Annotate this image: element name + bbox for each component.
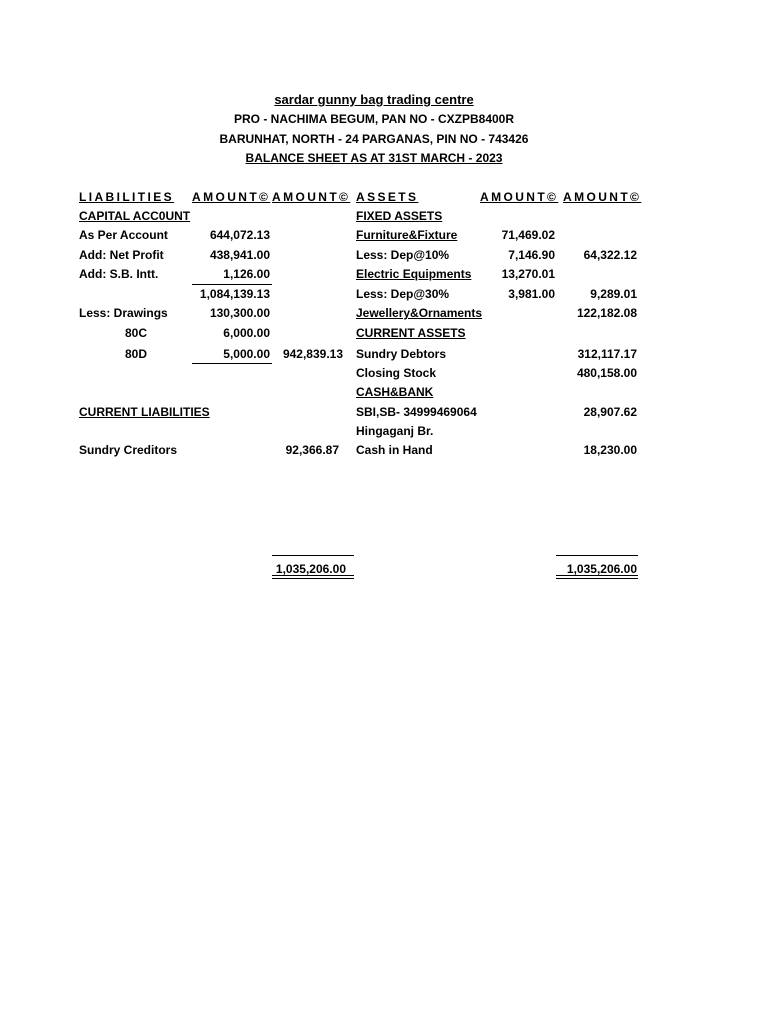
subtotal-rule bbox=[192, 284, 272, 285]
asset-row-label: Jewellery&Ornaments bbox=[356, 306, 483, 320]
liability-row-label: 80D bbox=[125, 347, 148, 361]
liability-row-amount: 644,072.13 bbox=[209, 228, 270, 242]
deduction-rule bbox=[192, 363, 272, 364]
asset-row-net-amount: 64,322.12 bbox=[583, 248, 637, 262]
current-liabilities-heading: CURRENT LIABILITIES bbox=[79, 405, 210, 419]
asset-row-amount: 71,469.02 bbox=[501, 228, 555, 242]
assets-amount1-header: AMOUNT© bbox=[480, 190, 559, 204]
bank-account-label: SBI,SB- 34999469064 bbox=[356, 405, 477, 419]
bank-branch-label: Hingaganj Br. bbox=[356, 424, 434, 438]
liability-row-amount: 1,126.00 bbox=[223, 267, 270, 281]
assets-amount2-header: AMOUNT© bbox=[563, 190, 642, 204]
capital-net-amount: 942,839.13 bbox=[282, 347, 343, 361]
liability-row-label: As Per Account bbox=[79, 228, 168, 242]
asset-row-label: Furniture&Fixture bbox=[356, 228, 458, 242]
liabilities-amount2-header: AMOUNT© bbox=[272, 190, 351, 204]
asset-row-net-amount: 480,158.00 bbox=[576, 366, 637, 380]
capital-account-heading: CAPITAL ACC0UNT bbox=[79, 209, 191, 223]
address-line: BARUNHAT, NORTH - 24 PARGANAS, PIN NO - 743426 bbox=[219, 132, 529, 146]
asset-row-net-amount: 312,117.17 bbox=[577, 347, 637, 361]
liability-row-label: Add: S.B. Intt. bbox=[79, 267, 159, 281]
cash-bank-heading: CASH&BANK bbox=[356, 385, 434, 399]
fixed-assets-heading: FIXED ASSETS bbox=[356, 209, 443, 223]
assets-total: 1,035,206.00 bbox=[566, 562, 637, 576]
asset-row-label: Less: Dep@30% bbox=[356, 287, 450, 301]
liability-row-amount: 1,084,139.13 bbox=[199, 287, 270, 301]
liability-row-amount: 130,300.00 bbox=[209, 306, 270, 320]
liabilities-column-header: LIABILITIES bbox=[79, 190, 175, 204]
asset-row-label: Less: Dep@10% bbox=[356, 248, 450, 262]
firm-name: sardar gunny bag trading centre bbox=[274, 92, 474, 107]
liabilities-total-double-rule bbox=[272, 575, 354, 579]
liabilities-total: 1,035,206.00 bbox=[275, 562, 346, 576]
sundry-creditors-label: Sundry Creditors bbox=[79, 443, 178, 457]
liability-row-amount: 5,000.00 bbox=[223, 347, 270, 361]
asset-row-amount: 7,146.90 bbox=[508, 248, 555, 262]
sundry-creditors-amount: 92,366.87 bbox=[285, 443, 339, 457]
liability-row-label: Add: Net Profit bbox=[79, 248, 164, 262]
assets-total-double-rule bbox=[556, 575, 638, 579]
cash-in-hand-amount: 18,230.00 bbox=[583, 443, 637, 457]
asset-row-amount: 3,981.00 bbox=[508, 287, 555, 301]
asset-row-label: Closing Stock bbox=[356, 366, 437, 380]
sheet-title: BALANCE SHEET AS AT 31ST MARCH - 2023 bbox=[245, 151, 503, 165]
assets-column-header: ASSETS bbox=[356, 190, 419, 204]
liabilities-amount1-header: AMOUNT© bbox=[192, 190, 271, 204]
liability-row-amount: 6,000.00 bbox=[223, 326, 270, 340]
asset-row-net-amount: 122,182.08 bbox=[576, 306, 637, 320]
cash-in-hand-label: Cash in Hand bbox=[356, 443, 433, 457]
current-assets-heading: CURRENT ASSETS bbox=[356, 326, 466, 340]
asset-row-label: Electric Equipments bbox=[356, 267, 472, 281]
asset-row-label: Sundry Debtors bbox=[356, 347, 447, 361]
liability-row-label: Less: Drawings bbox=[79, 306, 168, 320]
bank-account-amount: 28,907.62 bbox=[583, 405, 637, 419]
proprietor-line: PRO - NACHIMA BEGUM, PAN NO - CXZPB8400R bbox=[233, 112, 515, 126]
liability-row-label: 80C bbox=[125, 326, 148, 340]
assets-total-top-rule bbox=[556, 555, 638, 556]
asset-row-amount: 13,270.01 bbox=[501, 267, 555, 281]
liabilities-total-top-rule bbox=[272, 555, 354, 556]
liability-row-amount: 438,941.00 bbox=[209, 248, 270, 262]
asset-row-net-amount: 9,289.01 bbox=[590, 287, 637, 301]
